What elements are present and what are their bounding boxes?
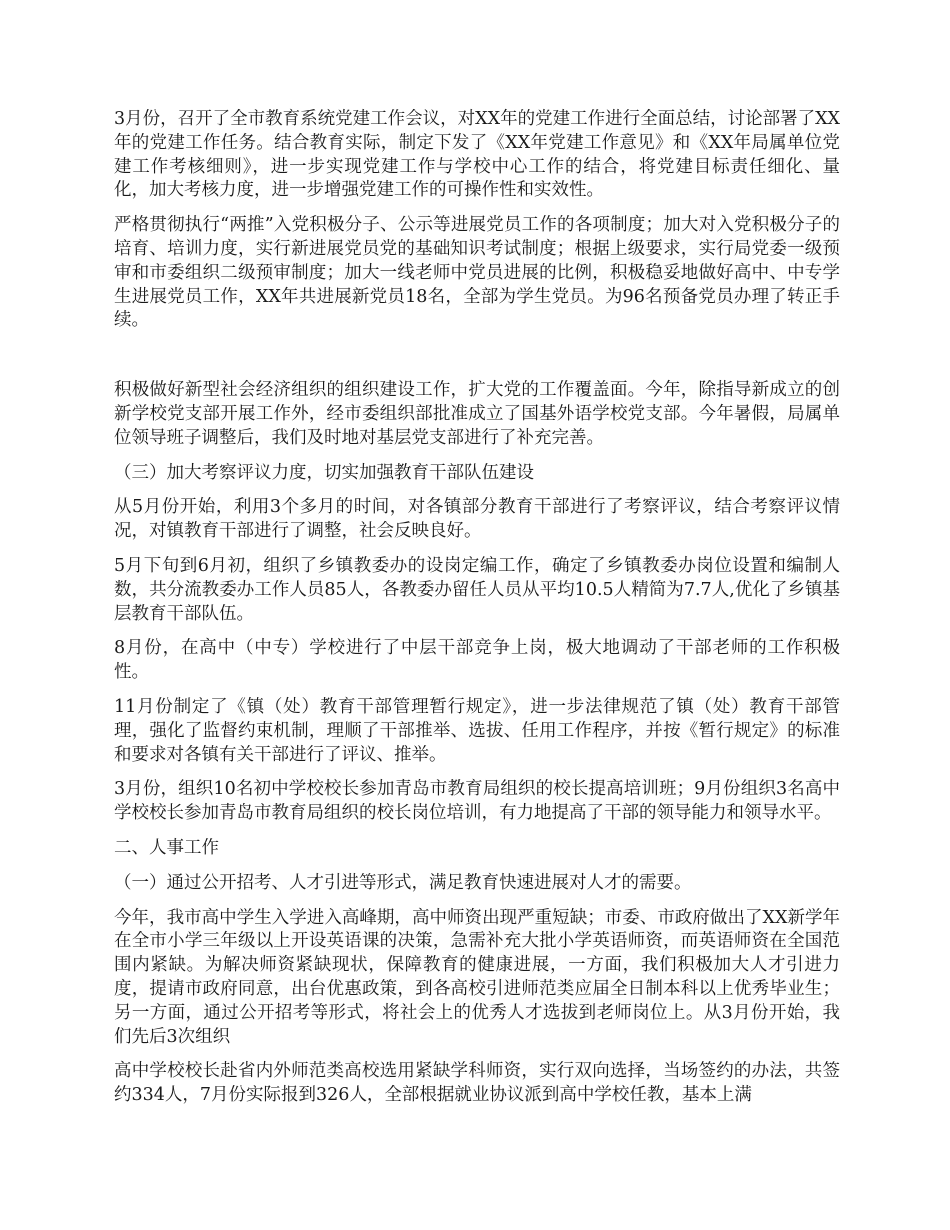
section-heading: （三）加大考察评议力度，切实加强教育干部队伍建设 [114, 462, 534, 483]
paragraph: 3月份，组织10名初中学校校长参加青岛市教育局组织的校长提高培训班；9月份组织3名高中学校校长参加青岛市教育局组织的校长岗位培训，有力地提高了干部的领导能力和领导水平。 [114, 779, 840, 824]
paragraph: 严格贯彻执行“两推”入党积极分子、公示等进展党员工作的各项制度；加大对入党积极分子的培育、培训力度，实行新进展党员党的基础知识考试制度；根据上级要求，实行局党委一级预审和市委组织二级预审制度；加大一线老师中党员进展的比例，积极稳妥地做好高中、中专学生进展党员工作，XX年共进展新党员18名，全部为学生党员。为96名预备党员办理了转正手续。 [114, 215, 840, 331]
paragraph: 5月下旬到6月初，组织了乡镇教委办的设岗定编工作，确定了乡镇教委办岗位设置和编制人数，共分流教委办工作人员85人，各教委办留任人员从平均10.5人精简为7.7人,优化了乡镇基层教育干部队伍。 [114, 555, 840, 624]
paragraph: 8月份，在高中（中专）学校进行了中层干部竞争上岗，极大地调动了干部老师的工作积极性。 [114, 638, 840, 683]
subsection-heading: （一）通过公开招考、人才引进等形式，满足教育快速进展对人才的需要。 [114, 872, 692, 893]
paragraph: 3月份，召开了全市教育系统党建工作会议，对XX年的党建工作进行全面总结，讨论部署了XX年的党建工作任务。结合教育实际，制定下发了《XX年党建工作意见》和《XX年局属单位党建工作考核细则》，进一步实现党建工作与学校中心工作的结合，将党建目标责任细化、量化，加大考核力度，进一步增强党建工作的可操作性和实效性。 [114, 109, 840, 201]
document-body [114, 108, 840, 1119]
section-heading: 二、人事工作 [114, 837, 219, 858]
paragraph: 积极做好新型社会经济组织的组织建设工作，扩大党的工作覆盖面。今年，除指导新成立的创新学校党支部开展工作外，经市委组织部批准成立了国基外语学校党支部。今年暑假，局属单位领导班子调整后，我们及时地对基层党支部进行了补充完善。 [114, 380, 840, 448]
paragraph: 今年，我市高中学生入学进入高峰期，高中师资出现严重短缺；市委、市政府做出了XX新学年在全市小学三年级以上开设英语课的决策，急需补充大批小学英语师资，而英语师资在全国范围内紧缺。为解决师资紧缺现状，保障教育的健康进展，一方面，我们积极加大人才引进力度，提请市政府同意，出台优惠政策，到各高校引进师范类应届全日制本科以上优秀毕业生；另一方面，通过公开招考等形式，将社会上的优秀人才选拔到老师岗位上。从3月份开始，我们先后3次组织 [114, 907, 840, 1047]
paragraph: 11月份制定了《镇（处）教育干部管理暂行规定》，进一步法律规范了镇（处）教育干部管理，强化了监督约束机制，理顺了干部推举、选拔、任用工作程序，并按《暂行规定》的标准和要求对各镇有关干部进行了评议、推举。 [114, 696, 840, 765]
paragraph: 从5月份开始，利用3个多月的时间，对各镇部分教育干部进行了考察评议，结合考察评议情况，对镇教育干部进行了调整，社会反映良好。 [114, 497, 840, 542]
paragraph: 高中学校校长赴省内外师范类高校选用紧缺学科师资，实行双向选择，当场签约的办法，共签约334人，7月份实际报到326人，全部根据就业协议派到高中学校任教，基本上满 [114, 1061, 840, 1106]
